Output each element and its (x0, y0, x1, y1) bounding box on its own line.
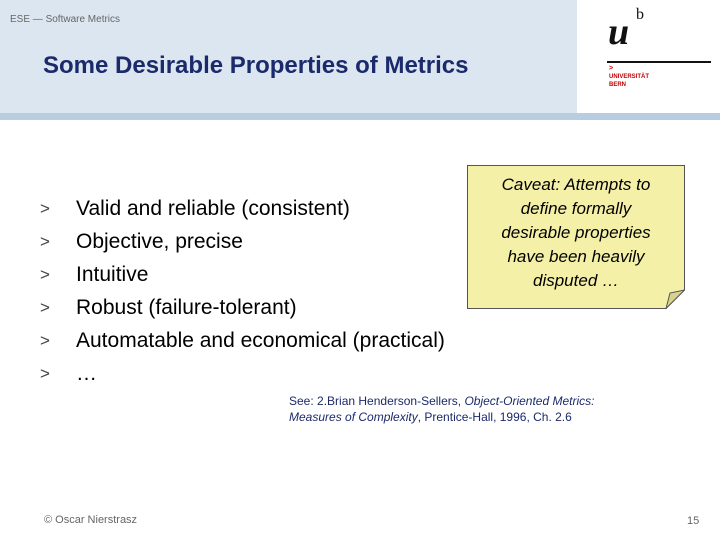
list-item (40, 293, 445, 326)
note-line: desirable properties (501, 223, 651, 242)
reference-line2 (289, 409, 594, 425)
list-item (40, 359, 445, 392)
logo-letter-u: u (608, 11, 630, 53)
slide-title: Some Desirable Properties of Metrics (43, 52, 469, 79)
footer-author: © Oscar Nierstrasz (44, 514, 138, 526)
logo-area (577, 0, 720, 113)
course-label: ESE — Software Metrics (10, 14, 121, 25)
note-line: Caveat: Attempts to (501, 175, 651, 194)
note-text (475, 173, 677, 293)
reference-prefix: See: 2.Brian Henderson-Sellers, (289, 394, 465, 408)
bullet-text: Objective, precise (76, 230, 243, 253)
page-number: 15 (687, 515, 700, 527)
reference-suffix: , Prentice-Hall, 1996, Ch. 2.6 (417, 410, 572, 424)
bullet-marker-icon: > (40, 232, 50, 251)
reference-citation (289, 393, 594, 425)
header-divider (0, 113, 720, 120)
bullet-marker-icon: > (40, 331, 50, 350)
bullet-marker-icon: > (40, 298, 50, 317)
list-item (40, 326, 445, 359)
bullet-text: Valid and reliable (consistent) (76, 197, 350, 220)
bullet-text: Robust (failure-tolerant) (76, 296, 297, 319)
logo-text (609, 73, 649, 89)
note-line: disputed … (533, 271, 619, 290)
note-line: have been heavily (507, 247, 645, 266)
caveat-note (467, 165, 685, 309)
logo-text-line2: BERN (609, 82, 627, 88)
logo-rule (607, 61, 711, 63)
note-line: define formally (520, 199, 632, 218)
logo-arrow-icon: > (609, 65, 614, 72)
bullet-text: Intuitive (76, 263, 149, 286)
list-item (40, 227, 445, 260)
bullet-text: Automatable and economical (practical) (76, 329, 445, 352)
list-item (40, 260, 445, 293)
list-item (40, 194, 445, 227)
bullet-list (40, 194, 445, 392)
logo-text-line1: UNIVERSITÄT (609, 74, 650, 80)
bullet-text: … (76, 362, 97, 385)
reference-title-part1: Object-Oriented Metrics: (464, 394, 595, 408)
reference-title-part2: Measures of Complexity (289, 410, 418, 424)
logo-superscript-b: b (636, 6, 644, 23)
bullet-marker-icon: > (40, 265, 50, 284)
bullet-marker-icon: > (40, 199, 50, 218)
bullet-marker-icon: > (40, 364, 50, 383)
reference-line1 (289, 393, 594, 409)
